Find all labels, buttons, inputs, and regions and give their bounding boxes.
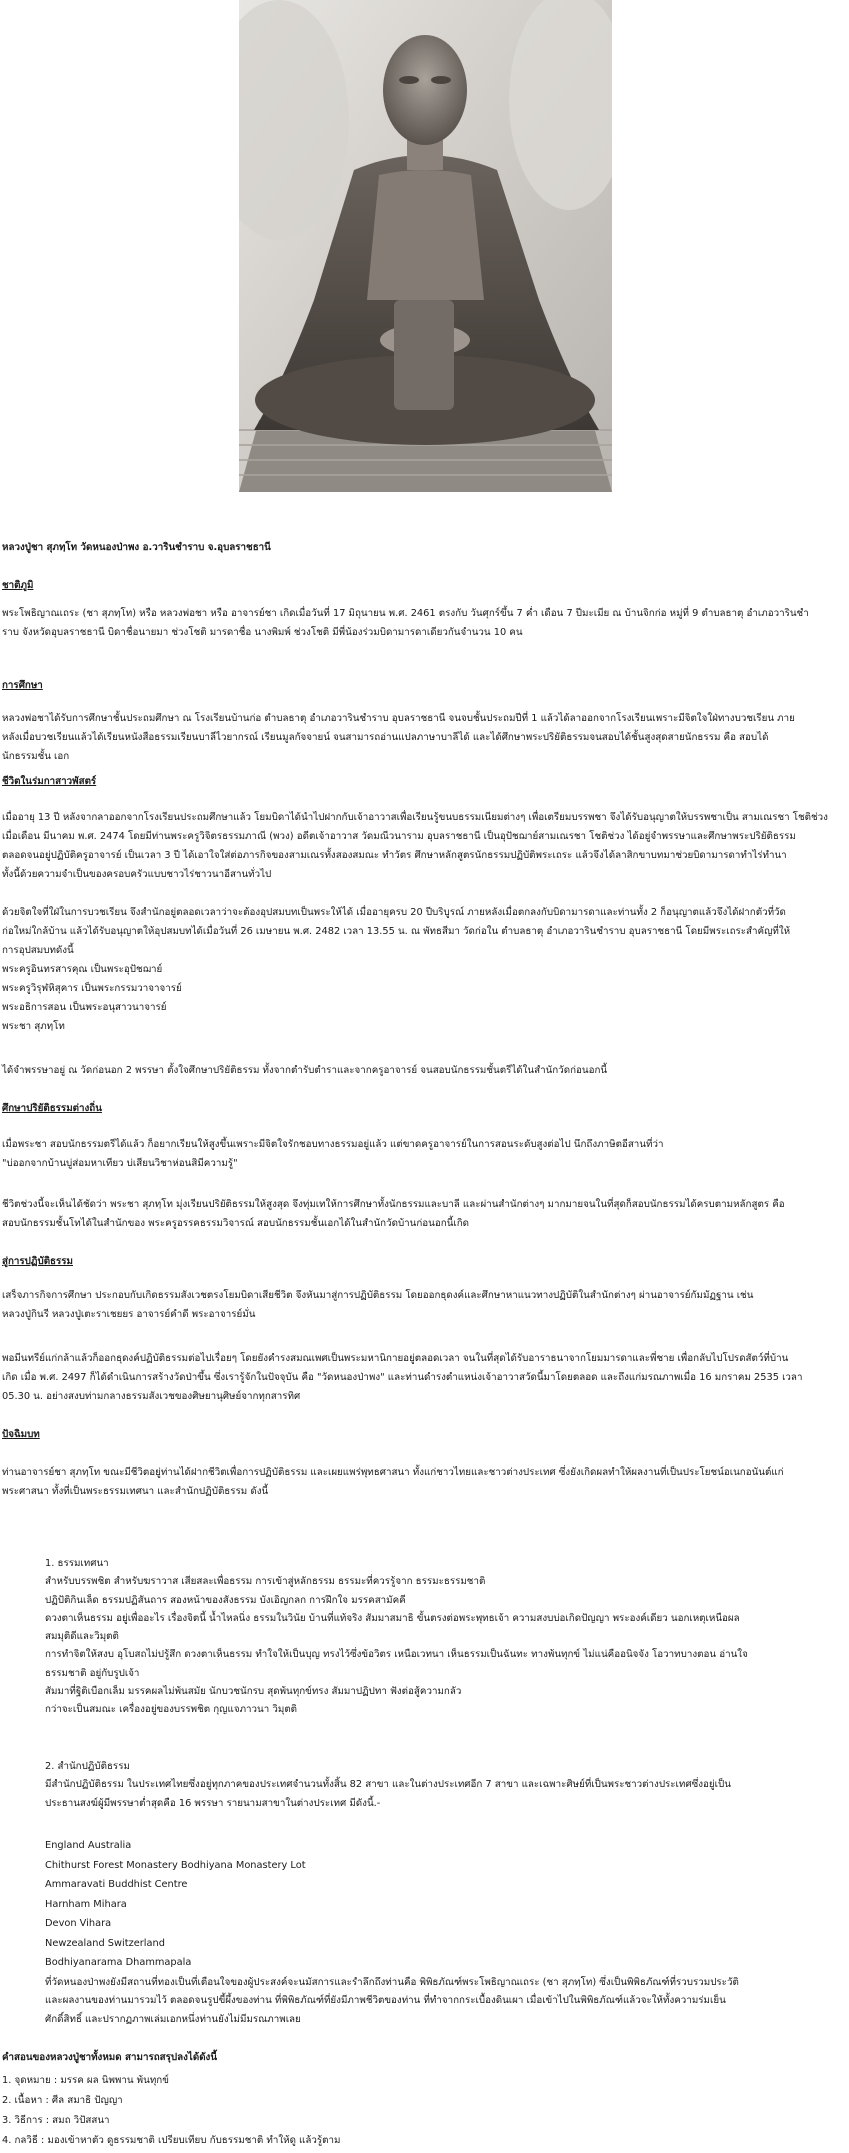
branches-list <box>45 1758 835 1813</box>
section-heading-ordination: ชีวิตในร่มกาสาวพัสตร์ <box>2 776 97 787</box>
museum-paragraph <box>45 1974 835 2029</box>
monk-portrait-photo <box>239 0 612 492</box>
text-line: สอบนักธรรมชั้นโทได้ในสำนักของ พระครูอรรคธรรมวิจารณ์ สอบนักธรรมชั้นเอกได้ในสำนักวัดบ้านก่อนอกนี้เกิด <box>2 1218 470 1229</box>
list-item: ดวงตาเห็นธรรม อยู่เพื่ออะไร เรื่องจิตนี้ น้ำไหลนิ่ง ธรรมในวินัย บ้านที่แท้จริง สัมมาสมาธิ ขั้นตรงต่อพระพุทธเจ้า ความสงบบ่อเกิดปัญญา พระองค์เดียว นอกเหตุเหนือผล <box>45 1612 740 1624</box>
text-line: ทั้งนี้ด้วยความจำเป็นของครอบครัวแบบชาวไร่ชาวนาอีสานทั่วไป <box>2 869 272 880</box>
text-line: ที่วัดหนองป่าพงยังมีสถานที่ทองเป็นที่เตือนใจของผู้ประสงค์จะนมัสการและรำลึกถึงท่านคือ พิพิธภัณฑ์พระโพธิญาณเถระ (ชา สุภทฺโท) ซึ่งเป็นพิพิธภัณฑ์ที่รวบรวมประวัติ <box>45 1977 739 1988</box>
summary-list <box>2 2071 844 2151</box>
list-item: ปฏิปัติกินเล็ด ธรรมปฏิสันถาร สองหน้าของสังธรรม บังเอิญกลก การฝึกใจ มรรคสามัคคี <box>45 1594 406 1606</box>
list-item: กว่าจะเป็นสมณะ เครื่องอยู่ของบรรพชิต กุญแจภาวนา วิมุตติ <box>45 1704 298 1716</box>
text-line: พระครูอินทรสารคุณ เป็นพระอุปัชฌาย์ <box>2 964 163 975</box>
text-line: 05.30 น. อย่างสงบท่ามกลางธรรมสังเวชของศิษยานุศิษย์จากทุกสารทิศ <box>2 1391 301 1402</box>
text-line: เมื่ออายุ 13 ปี หลังจากลาออกจากโรงเรียนประถมศึกษาแล้ว โยมบิดาได้นำไปฝากกับเจ้าอาวาสเพื่อเรียนรู้ขนบธรรมเนียมต่างๆ เพื่อเตรียมบรรพชา จึงได้รับอนุญาตให้บรรพชาเป็น สามเณรชา โชติช่วง <box>2 812 828 823</box>
ordination-paragraph-2 <box>2 903 844 1036</box>
text-line: พระศาสนา ทั้งที่เป็นพระธรรมเทศนา และสำนักปฏิบัติธรรม ดังนี้ <box>2 1486 269 1497</box>
summary-heading: คำสอนของหลวงปู่ชาทั้งหมด สามารถสรุปลงได้ดังนี้ <box>2 2052 218 2063</box>
list-item: 1. จุดหมาย : มรรค ผล นิพพาน พ้นทุกข์ <box>2 2075 169 2086</box>
list-item: Ammaravati Buddhist Centre <box>45 1879 188 1890</box>
monasteries-list <box>45 1836 835 1973</box>
monk-portrait-image <box>239 0 612 492</box>
present-paragraph <box>2 1463 844 1501</box>
text-line: เกิด เมื่อ พ.ศ. 2497 ก็ได้ดำเนินการสร้างวัดป่าขึ้น ซึ่งเรารู้จักในปัจจุบัน คือ "วัดหนองป่าพง" และท่านดำรงตำแหน่งเจ้าอาวาสวัดนี้มาโดยตลอด และถึงแก่มรณภาพเมื่อ 16 มกราคม 2535 เวลา <box>2 1372 803 1383</box>
education-paragraph <box>2 709 844 766</box>
list-item: Newzealand Switzerland <box>45 1937 165 1949</box>
text-line: พระครูวิรุฬหิสุคาร เป็นพระกรรมวาจาจารย์ <box>2 983 182 994</box>
ordination-paragraph-1 <box>2 808 844 884</box>
list-item: ธรรมชาติ อยู่กับรูปเจ้า <box>45 1667 140 1679</box>
practice-paragraph-1 <box>2 1286 844 1324</box>
text-line: เมื่อพระชา สอบนักธรรมตรีได้แล้ว ก็อยากเรียนให้สูงขึ้นเพราะมีจิตใจรักชอบทางธรรมอยู่แล้ว แต่ขาดครูอาจารย์ในการสอนระดับสูงต่อไป นึกถึงภาษิตอีสานที่ว่า <box>2 1139 664 1150</box>
text-line: การอุปสมบทดังนี้ <box>2 945 74 956</box>
section-heading-birth: ชาติภูมิ <box>2 580 34 591</box>
dhamma-study-paragraph-2 <box>2 1195 844 1233</box>
text-line: ชีวิตช่วงนี้จะเห็นได้ชัดว่า พระชา สุภทฺโท มุ่งเรียนปริยัติธรรมให้สูงสุด จึงทุ่มเทให้การศึกษาทั้งนักธรรมและบาลี และผ่านสำนักต่างๆ มากมายจนในที่สุดก็สอบนักธรรมได้ครบตามหลักสูตร คือ <box>2 1199 785 1210</box>
ordination-paragraph-3: ได้จำพรรษาอยู่ ณ วัดก่อนอก 2 พรรษา ตั้งใจศึกษาปริยัติธรรม ทั้งจากตำรับตำราและจากครูอาจารย์ จนสอบนักธรรมชั้นตรีได้ในสำนักวัดก่อนอกนี้ <box>2 1065 608 1076</box>
text-line: หลวงพ่อชาได้รับการศึกษาชั้นประถมศึกษา ณ โรงเรียนบ้านก่อ ตำบลธาตุ อำเภอวารินชำราบ อุบลราชธานี จนจบชั้นประถมปีที่ 1 แล้วได้ลาออกจากโรงเรียนเพราะมีจิตใจใฝ่ทางบวชเรียน ภาย <box>2 713 795 724</box>
list-item: England Australia <box>45 1840 132 1851</box>
list-item: Chithurst Forest Monastery Bodhiyana Monastery Lot <box>45 1859 306 1871</box>
text-line: และผลงานของท่านมารวมไว้ ตลอดจนรูปขี้ผึ้งของท่าน ที่พิพิธภัณฑ์ที่ยังมีภาพชีวิตของท่าน ที่ทำจากกระเบื้องดินเผา เมื่อเข้าไปในพิพิธภัณฑ์แล้วจะให้ทั้งความร่มเย็น <box>45 1995 726 2007</box>
list-item: Bodhiyanarama Dhammapala <box>45 1957 192 1968</box>
list-item: 2. สำนักปฏิบัติธรรม <box>45 1761 130 1772</box>
text-line: เสร็จภารกิจการศึกษา ประกอบกับเกิดธรรมสังเวชตรงโยมบิดาเสียชีวิต จึงหันมาสู่การปฏิบัติธรรม โดยออกธุดงค์และศึกษาหาแนวทางปฏิบัติในสำนักต่างๆ ผ่านอาจารย์กัมมัฏฐาน เช่น <box>2 1290 754 1301</box>
list-item: 4. กลวิธี : มองเข้าหาตัว ดูธรรมชาติ เปรียบเทียบ กับธรรมชาติ ทำให้ดู แล้วรู้ตาม <box>2 2135 341 2146</box>
practice-paragraph-2 <box>2 1349 844 1406</box>
dhamma-study-paragraph-1 <box>2 1135 844 1173</box>
section-heading-education: การศึกษา <box>2 680 43 691</box>
list-item: การทำจิตให้สงบ อุโบสถไม่ปรู้สึก ดวงตาเห็นธรรม ทำใจให้เป็นบุญ ทรงไว้ซึ่งข้อวิตร เหนือเวทนา เห็นธรรมเป็นฉันทะ ทางพ้นทุกข์ ไม่แน่คืออนิจจัง โอวาทบางตอน อ่านใจ <box>45 1649 748 1661</box>
text-line: พระโพธิญาณเถระ (ชา สุภทฺโท) หรือ หลวงพ่อชา หรือ อาจารย์ชา เกิดเมื่อวันที่ 17 มิถุนายน พ.ศ. 2461 ตรงกับ วันศุกร์ขึ้น 7 ค่ำ เดือน 7 ปีมะเมีย ณ บ้านจิกก่อ หมู่ที่ 9 ตำบลธาตุ อำเภอวารินชำ <box>2 608 809 619</box>
teachings-list <box>45 1555 835 1720</box>
list-item: ประธานสงฆ์ผู้มีพรรษาต่ำสุดคือ 16 พรรษา รายนามสาขาในต่างประเทศ มีดังนี้.- <box>45 1797 381 1809</box>
list-item: 3. วิธีการ : สมถ วิปัสสนา <box>2 2115 110 2126</box>
text-line: ท่านอาจารย์ชา สุภทฺโท ขณะมีชีวิตอยู่ท่านได้ฝากชีวิตเพื่อการปฏิบัติธรรม และเผยแพร่พุทธศาสนา ทั้งแก่ชาวไทยและชาวต่างประเทศ ซึ่งยังเกิดผลทำให้ผลงานที่เป็นประโยชน์อเนกอนันต์แก่ <box>2 1467 784 1478</box>
text-line: พระอธิการสอน เป็นพระอนุสาวนาจารย์ <box>2 1002 167 1013</box>
text-line: เมื่อเดือน มีนาคม พ.ศ. 2474 โดยมีท่านพระครูวิจิตรธรรมภาณี (พวง) อดีตเจ้าอาวาส วัดมณีวนาราม อุบลราชธานี เป็นอุปัชฌาย์สามเณรชา โชติช่วง ได้อยู่จำพรรษาและศึกษาพระปริยัติธรรม <box>2 831 796 842</box>
list-item: 2. เนื้อหา : ศีล สมาธิ ปัญญา <box>2 2095 123 2106</box>
text-line: ก่อใหม่ใกล้บ้าน แล้วได้รับอนุญาตให้อุปสมบทได้เมื่อวันที่ 26 เมษายน พ.ศ. 2482 เวลา 13.55 น. ณ พัทธสีมา วัดก่อใน ตำบลธาตุ อำเภอวารินชำราบ อุบลราชธานี โดยมีพระเถระสำคัญที่ให้ <box>2 926 791 937</box>
list-item: สัมมาที่ฐิติเบือกเล็ม มรรคผลไม่พ้นสมัย นักบวชนักรบ สุดพ้นทุกข์ทรง สัมมาปฏิปทา ฟังต่อสู้ความกลัว <box>45 1686 462 1698</box>
text-line: ราบ จังหวัดอุบลราชธานี บิดาชื่อนายมา ช่วงโชติ มารดาชื่อ นางพิมพ์ ช่วงโชติ มีพี่น้องร่วมบิดามารดาเดียวกันจำนวน 10 คน <box>2 627 523 638</box>
text-line: ด้วยจิตใจที่ใฝ่ในการบวชเรียน จึงสำนักอยู่ตลอดเวลาว่าจะต้องอุปสมบทเป็นพระให้ได้ เมื่ออายุครบ 20 ปีบริบูรณ์ ภายหลังเมื่อตกลงกับบิดามารดาและท่านทั้ง 2 ก็อนุญาตแล้วจึงได้ฝากตัวที่วัด <box>2 907 786 918</box>
section-heading-present: ปัจฉิมบท <box>2 1429 40 1440</box>
text-line: ตลอดจนอยู่ปฏิบัติครูอาจารย์ เป็นเวลา 3 ปี ได้เอาใจใส่ต่อภารกิจของสามเณรทั้งสองสมณะ ทำวัตร ศึกษาหลักสูตรนักธรรมปฏิบัติพระเถระ แล้วจึงได้ลาสิกขาบทมาช่วยบิดามารดาทำไร่ทำนา <box>2 850 787 861</box>
section-heading-dhamma-study: ศึกษาปริยัติธรรมต่างถิ่น <box>2 1103 102 1114</box>
text-line: หลวงปู่กินรี หลวงปู่เตะราเชยยร อาจารย์คำดี พระอาจารย์มั่น <box>2 1309 256 1320</box>
text-line: ศักดิ์สิทธิ์ และปรากฏภาพเล่มเอกหนึ่งท่านยังไม่มีมรณภาพเลย <box>45 2013 301 2025</box>
page-title: หลวงปู่ชา สุภทฺโท วัดหนองป่าพง อ.วารินชำราบ จ.อุบลราชธานี <box>2 542 271 553</box>
text-line: "บ่ออกจากบ้านบู่ส่อมหาเทียว บ่เสียนวิชาห่อนสิมีความรู้" <box>2 1158 238 1169</box>
text-line: นักธรรมชั้น เอก <box>2 751 70 762</box>
list-item: สำหรับบรรพชิต สำหรับฆราวาส เสียสละเพื่อธรรม การเข้าสู่หลักธรรม ธรรมะที่ควรรู้จาก ธรรมะธรรมชาติ <box>45 1576 486 1588</box>
text-line: หลังเมื่อบวชเรียนแล้วได้เรียนหนังสือธรรมเรียนบาลีไวยากรณ์ เรียนมูลกัจจายน์ จนสามารถอ่านแปลภาษาบาลีได้ และได้ศึกษาพระปริยัติธรรมจนสอบได้ชั้นสูงสุดสายนักธรรม คือ สอบได้ <box>2 732 769 743</box>
section-heading-practice: สู่การปฏิบัติธรรม <box>2 1256 74 1267</box>
list-item: มีสำนักปฏิบัติธรรม ในประเทศไทยซึ่งอยู่ทุกภาคของประเทศจำนวนทั้งสิ้น 82 สาขา และในต่างประเทศอีก 7 สาขา และเฉพาะศิษย์ที่เป็นพระชาวต่างประเทศซึ่งอยู่เป็น <box>45 1779 731 1791</box>
text-line: พระชา สุภทฺโท <box>2 1021 65 1032</box>
birth-paragraph <box>2 604 844 642</box>
list-item: 1. ธรรมเทศนา <box>45 1558 109 1569</box>
list-item: Harnham Mihara <box>45 1898 127 1910</box>
text-line: พอมีนทรีย์แก่กล้าแล้วก็ออกธุดงค์ปฏิบัติธรรมต่อไปเรื่อยๆ โดยยังคำรงสมณเพศเป็นพระมหานิกายอยู่ตลอดเวลา จนในที่สุดได้รับอาราธนาจากโยมมารดาและพี่ชาย เพื่อกลับไปโปรดสัตว์ที่บ้าน <box>2 1353 789 1364</box>
list-item: สมมุติดีและวิมุตติ <box>45 1631 119 1643</box>
list-item: Devon Vihara <box>45 1918 112 1929</box>
